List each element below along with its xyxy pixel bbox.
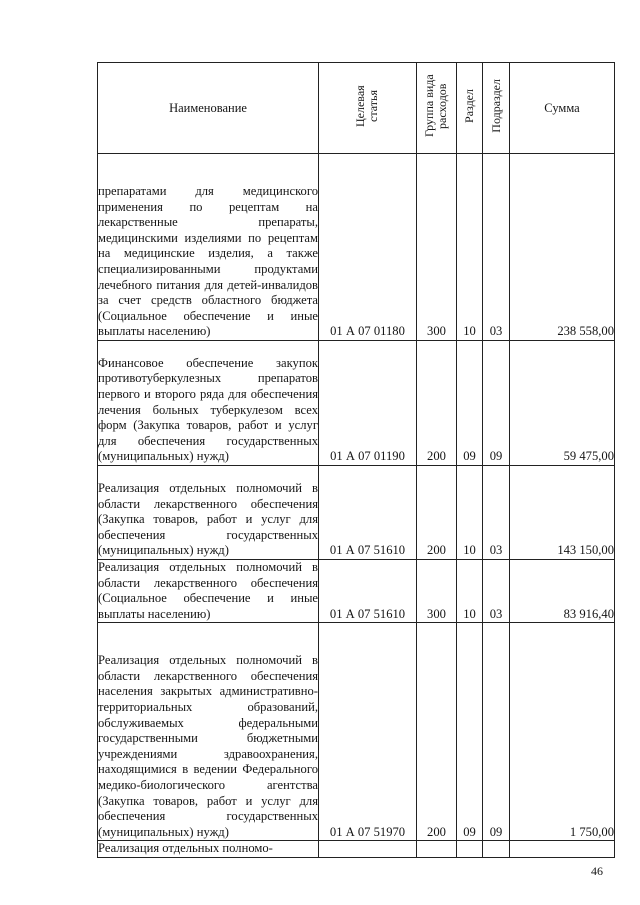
row-amount: 238 558,00 (510, 154, 615, 341)
table-row (98, 466, 615, 560)
header-subsection: Подраздел (483, 63, 510, 154)
header-amount: Сумма (510, 63, 615, 154)
budget-table (97, 62, 615, 858)
table-row (98, 841, 615, 858)
row-expense-group: 300 (417, 560, 457, 623)
page-number: 46 (591, 864, 603, 878)
row-section: 09 (457, 623, 483, 841)
row-section (457, 841, 483, 858)
row-target-article: 01 А 07 51970 (319, 623, 417, 841)
row-subsection: 03 (483, 154, 510, 341)
row-amount: 143 150,00 (510, 466, 615, 560)
row-section: 10 (457, 154, 483, 341)
row-name: Реализация отдельных полномочий в области лекарственного обеспечения (Закупка товаров, работ и услуг для обеспечения государственных (муниципальных) нужд) (98, 466, 319, 560)
row-target-article: 01 А 07 01190 (319, 341, 417, 466)
row-target-article: 01 А 07 01180 (319, 154, 417, 341)
row-target-article (319, 841, 417, 858)
row-expense-group: 200 (417, 623, 457, 841)
row-name: Реализация отдельных полномо- (98, 841, 319, 858)
row-expense-group: 200 (417, 466, 457, 560)
table-row (98, 341, 615, 466)
table-row (98, 560, 615, 623)
row-subsection: 09 (483, 341, 510, 466)
table-row (98, 623, 615, 841)
table-row (98, 154, 615, 341)
header-expense-group: Группа вида расходов (417, 63, 457, 154)
row-amount (510, 841, 615, 858)
row-expense-group: 200 (417, 341, 457, 466)
row-subsection: 03 (483, 560, 510, 623)
row-expense-group (417, 841, 457, 858)
row-target-article: 01 А 07 51610 (319, 466, 417, 560)
row-amount: 83 916,40 (510, 560, 615, 623)
row-amount: 59 475,00 (510, 341, 615, 466)
row-name: препаратами для медицинского применения по рецептам на лекарственные препараты, медицинскими изделиями по рецептам на медицинские изделия, а также специализированными продуктами лечебного питания для детей-инвалидов за счет средств областного бюджета (Социальное обеспечение и иные выплаты населению) (98, 154, 319, 341)
header-target-article: Целевая статья (319, 63, 417, 154)
row-expense-group: 300 (417, 154, 457, 341)
row-subsection: 09 (483, 623, 510, 841)
row-target-article: 01 А 07 51610 (319, 560, 417, 623)
row-section: 10 (457, 560, 483, 623)
row-section: 09 (457, 341, 483, 466)
row-name: Реализация отдельных полномочий в области лекарственного обеспечения (Социальное обеспечение и иные выплаты населению) (98, 560, 319, 623)
header-section: Раздел (457, 63, 483, 154)
header-name: Наименование (98, 63, 319, 154)
table-header-row (98, 63, 615, 154)
row-name: Реализация отдельных полномочий в области лекарственного обеспечения населения закрытых административно-территориальных образований, обслуживаемых федеральными государственными бюджетными учреждениями здравоохранения, находящимися в ведении Федерального медико-биологического агентства (Закупка товаров, работ и услуг для обеспечения государственных (муниципальных) нужд) (98, 623, 319, 841)
row-name: Финансовое обеспечение закупок противотуберкулезных препаратов первого и второго ряда для обеспечения лечения больных туберкулезом всех форм (Закупка товаров, работ и услуг для обеспечения государственных (муниципальных) нужд) (98, 341, 319, 466)
row-section: 10 (457, 466, 483, 560)
row-amount: 1 750,00 (510, 623, 615, 841)
row-subsection (483, 841, 510, 858)
row-subsection: 03 (483, 466, 510, 560)
